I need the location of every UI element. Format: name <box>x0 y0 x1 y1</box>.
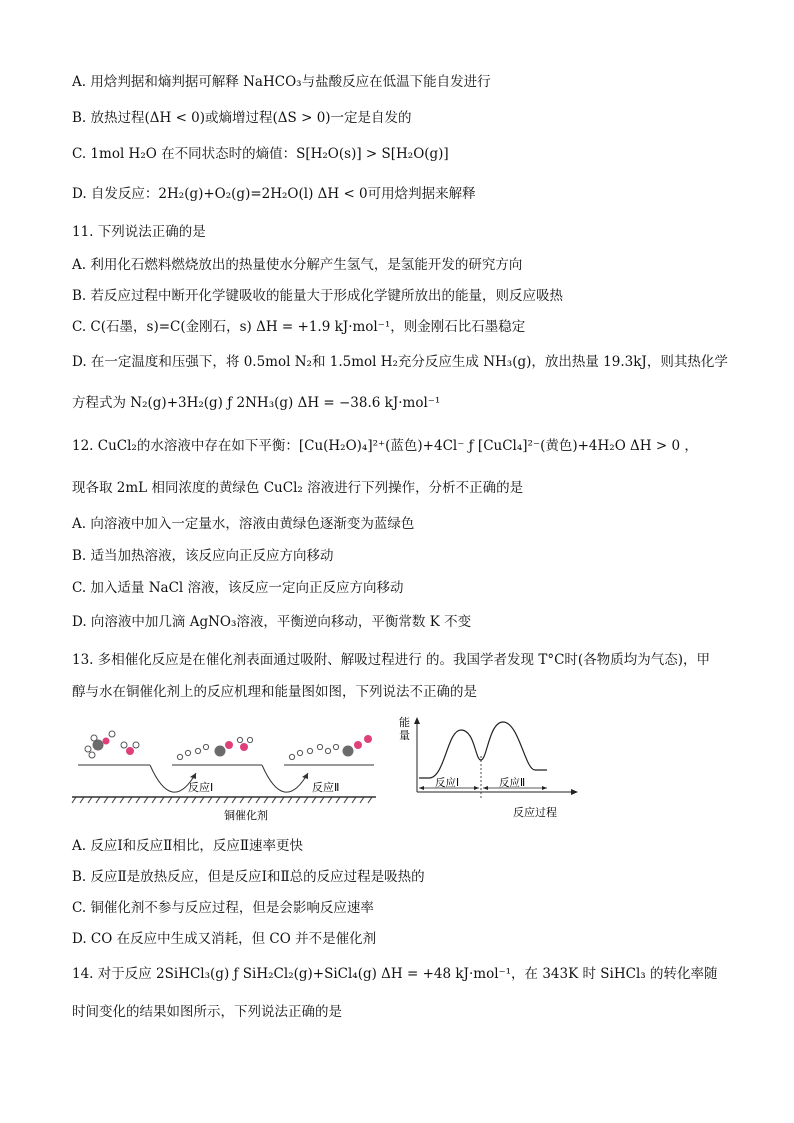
q13-option-d: D. CO 在反应中生成又消耗，但 CO 并不是催化剂 <box>72 931 377 947</box>
y-axis-label-1: 能 <box>399 716 410 729</box>
label-reaction-2: 反应Ⅱ <box>312 781 340 794</box>
q11-option-d-line1: D. 在一定温度和压强下，将 0.5mol N₂和 1.5mol H₂充分反应生成 NH₃(g)，放出热量 19.3kJ，则其热化学 <box>72 354 728 370</box>
segment-label-1: 反应Ⅰ <box>435 777 460 789</box>
q11-option-d-line2: 方程式为 N₂(g)+3H₂(g) ƒ 2NH₃(g) ΔH = −38.6 kJ·mol⁻¹ <box>72 395 441 411</box>
q13-option-c: C. 铜催化剂不参与反应过程，但是会影响反应速率 <box>72 900 374 916</box>
mechanism-figure <box>70 725 380 825</box>
q14-stem-line1: 14. 对于反应 2SiHCl₃(g) ƒ SiH₂Cl₂(g)+SiCl₄(g) ΔH = +48 kJ·mol⁻¹，在 343K 时 SiHCl₃ 的转化率随 <box>72 966 718 982</box>
q13-option-a: A. 反应Ⅰ和反应Ⅱ相比，反应Ⅱ速率更快 <box>72 838 304 854</box>
segment-label-2: 反应Ⅱ <box>499 777 526 789</box>
q10-option-d: D. 自发反应：2H₂(g)+O₂(g)=2H₂O(l) ΔH < 0可用焓判据来解释 <box>72 186 476 202</box>
q12-stem-line1: 12. CuCl₂的水溶液中存在如下平衡：[Cu(H₂O)₄]²⁺(蓝色)+4Cl⁻ ƒ [CuCl₄]²⁻(黄色)+4H₂O ΔH > 0 ， <box>72 438 698 454</box>
q13-stem-line2: 醇与水在铜催化剂上的反应机理和能量图如图，下列说法不正确的是 <box>72 684 477 700</box>
q12-option-a: A. 向溶液中加入一定量水，溶液由黄绿色逐渐变为蓝绿色 <box>72 516 415 532</box>
label-reaction-1: 反应Ⅰ <box>188 781 214 794</box>
q13-option-b: B. 反应Ⅱ是放热反应，但是反应Ⅰ和Ⅱ总的反应过程是吸热的 <box>72 869 425 885</box>
energy-diagram <box>395 712 585 824</box>
q12-option-c: C. 加入适量 NaCl 溶液，该反应一定向正反应方向移动 <box>72 580 404 596</box>
q11-stem: 11. 下列说法正确的是 <box>72 224 206 240</box>
label-catalyst: 铜催化剂 <box>224 809 268 822</box>
q11-option-a: A. 利用化石燃料燃烧放出的热量使水分解产生氢气，是氢能开发的研究方向 <box>72 257 523 273</box>
x-axis-label: 反应过程 <box>513 806 557 819</box>
q11-option-c: C. C(石墨，s)=C(金刚石，s) ΔH = +1.9 kJ·mol⁻¹，则金刚石比石墨稳定 <box>72 319 526 335</box>
q12-stem-line2: 现各取 2mL 相同浓度的黄绿色 CuCl₂ 溶液进行下列操作，分析不正确的是 <box>72 480 524 496</box>
q14-stem-line2: 时间变化的结果如图所示，下列说法正确的是 <box>72 1004 342 1020</box>
q10-option-a: A. 用焓判据和熵判据可解释 NaHCO₃与盐酸反应在低温下能自发进行 <box>72 74 491 90</box>
q13-stem-line1: 13. 多相催化反应是在催化剂表面通过吸附、解吸过程进行 的。我国学者发现 T°C时(各物质均为气态)，甲 <box>72 652 710 668</box>
q12-option-d: D. 向溶液中加几滴 AgNO₃溶液，平衡逆向移动，平衡常数 K 不变 <box>72 614 472 630</box>
q12-option-b: B. 适当加热溶液，该反应向正反应方向移动 <box>72 548 334 564</box>
y-axis-label-2: 量 <box>399 729 410 742</box>
q10-option-b: B. 放热过程(ΔH < 0)或熵增过程(ΔS > 0)一定是自发的 <box>72 110 412 126</box>
q11-option-b: B. 若反应过程中断开化学键吸收的能量大于形成化学键所放出的能量，则反应吸热 <box>72 288 564 304</box>
q10-option-c: C. 1mol H₂O 在不同状态时的熵值：S[H₂O(s)] > S[H₂O(g)] <box>72 146 449 162</box>
